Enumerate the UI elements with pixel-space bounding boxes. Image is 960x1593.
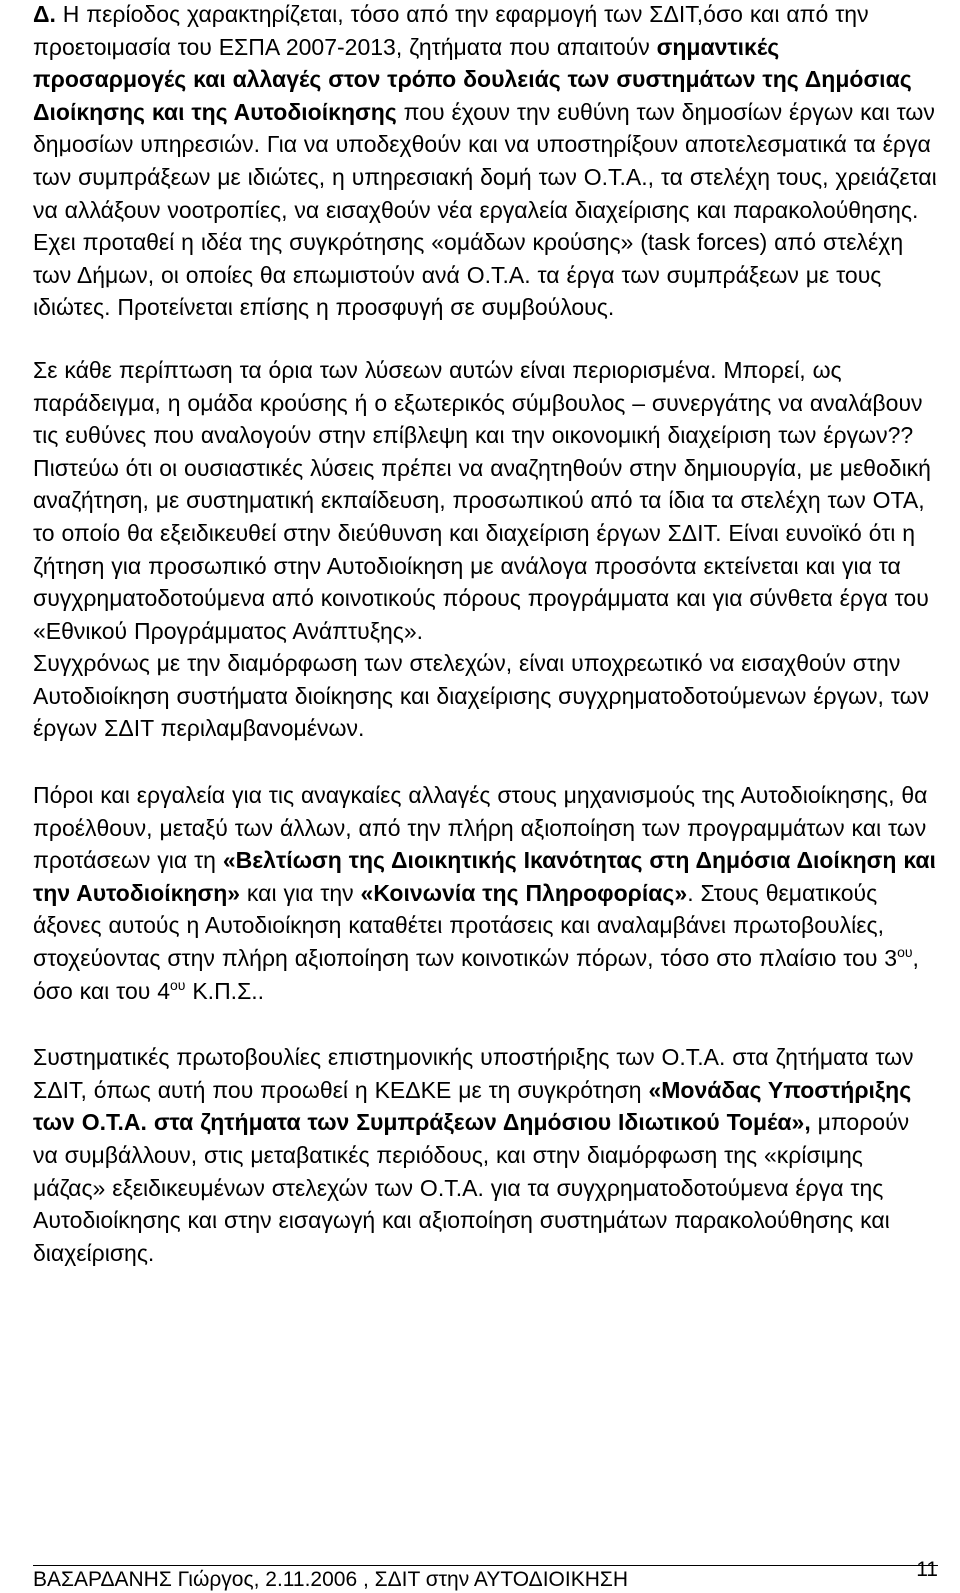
- bold-span: και της: [144, 98, 234, 125]
- bold-span: «Κοινωνία της Πληροφορίας»: [360, 879, 688, 906]
- page-footer: [33, 1558, 938, 1592]
- text-span: , όσο και του 4: [33, 945, 919, 1004]
- paragraph-1: [33, 0, 938, 324]
- text-span: Πόροι και εργαλεία για τις αναγκαίες αλλαγές στους μηχανισμούς της Αυτοδιοίκησης, θα προέλθουν, μεταξύ των άλλων, από την πλήρη αξιοποίηση των προγραμμάτων και των προτάσεων για τη: [33, 782, 928, 874]
- text-span: Η περίοδος χαρακτηρίζεται, τόσο από την εφαρμογή των ΣΔΙΤ,όσο και από την προετοιμασία του ΕΣΠΑ 2007-2013, ζητήματα που απαιτούν: [33, 1, 869, 60]
- paragraph-gap: [33, 324, 938, 354]
- paragraph-5: [33, 779, 938, 1007]
- text-span: Σε κάθε περίπτωση τα όρια των λύσεων αυτών είναι περιορισμένα. Μπορεί, ως παράδειγμα, η ομάδα κρούσης ή ο εξωτερικός σύμβουλος – συνεργάτης να αναλάβουν τις ευθύνες που αναλογούν στην επίβλεψη και την οικονομική διαχείριση των έργων??: [33, 356, 923, 449]
- paragraph-2: [33, 354, 938, 452]
- bold-span: Δημόσιας Διοίκησης: [33, 66, 912, 125]
- bold-span: Αυτοδιοίκησης: [233, 98, 397, 125]
- text-span: Πιστεύω ότι οι ουσιαστικές λύσεις πρέπει να αναζητηθούν στην δημιουργία, με μεθοδική αναζήτηση, με συστηματική εκπαίδευση, προσωπικού από τα ίδια τα στελέχη των ΟΤΑ, το οποίο θα εξειδικευθεί στην διεύθυνση και διαχείριση έργων ΣΔΙΤ. Είναι ευνοϊκό ότι η ζήτηση για προσωπικό στην Αυτοδιοίκηση με ανάλογα προσόντα εκτείνεται και για τα συγχρηματοδοτούμενα από κοινοτικούς πόρους προγράμματα και για σύνθετα έργα του «Εθνικού Προγράμματος Ανάπτυξης».: [33, 454, 931, 644]
- paragraph-gap: [33, 1007, 938, 1041]
- text-span: μπορούν να συμβάλλουν, στις μεταβατικές περιόδους, και στην διαμόρφωση της «κρίσιμης μάζας» εξειδικευμένων στελεχών των Ο.Τ.Α. για τα συγχρηματοδοτούμενα έργα της Αυτοδιοίκησης και στην εισαγωγή και αξιοποίηση συστημάτων παρακολούθησης και διαχείρισης.: [33, 1109, 910, 1266]
- text-span: Συγχρόνως με την διαμόρφωση των στελεχών, είναι υποχρεωτικό να εισαχθούν στην Αυτοδιοίκηση συστήματα διοίκησης και διαχείρισης συγχρηματοδοτούμενων έργων, των έργων ΣΔΙΤ περιλαμβανομένων.: [33, 650, 930, 742]
- text-span: . Στους θεματικούς άξονες αυτούς η Αυτοδιοίκηση καταθέτει προτάσεις και αναλαμβάνει πρωτοβουλίες, στοχεύοντας στην πλήρη αξιοποίηση των κοινοτικών πόρων, τόσο στο πλαίσιο του 3: [33, 879, 898, 972]
- bold-span: «Μονάδας Υποστήριξης των Ο.Τ.Α. στα ζητήματα των Συμπράξεων Δημόσιου Ιδιωτικού Τομέα»,: [33, 1076, 912, 1136]
- text-span: που έχουν την ευθύνη των δημοσίων έργων και των δημοσίων υπηρεσιών. Για να υποδεχθούν και να υποστηρίξουν αποτελεσματικά τα έργα των συμπράξεων με ιδιώτες, η υπηρεσιακή δομή των Ο.Τ.Α., τα στελέχη τους, χρειάζεται να αλλάξουν νοοτροπίες, να εισαχθούν νέα εργαλεία διαχείρισης και παρακολούθησης. Εχει προταθεί η ιδέα της συγκρότησης «ομάδων κρούσης» (task forces) από στελέχη των Δήμων, οι οποίες θα επωμιστούν ανά Ο.Τ.Α. τα έργα των συμπράξεων με τους ιδιώτες. Προτείνεται επίσης η προσφυγή σε συμβούλους.: [33, 98, 937, 321]
- footer-text: ΒΑΣΑΡΔΑΝΗΣ Γιώργος, 2.11.2006 , ΣΔΙΤ στην ΑΥΤΟΔΙΟΙΚΗΣΗ: [33, 1568, 629, 1591]
- text-span: και για την: [240, 879, 361, 906]
- paragraph-6: [33, 1041, 938, 1269]
- page-number: 11: [916, 1558, 938, 1581]
- bold-span: σημαντικές προσαρμογές και αλλαγές στον τρόπο δουλειάς των συστημάτων της: [33, 33, 805, 93]
- section-marker: Δ.: [33, 1, 56, 27]
- paragraph-4: [33, 647, 938, 745]
- paragraph-3: [33, 452, 938, 648]
- bold-span: «Βελτίωση της Διοικητικής Ικανότητας στη Δημόσια Διοίκηση και την Αυτοδιοίκηση»: [33, 847, 936, 906]
- superscript: ου: [170, 976, 186, 993]
- superscript: ου: [897, 944, 913, 961]
- document-page: [33, 0, 938, 1269]
- footer-divider: [33, 1565, 938, 1566]
- text-span: Συστηματικές πρωτοβουλίες επιστημονικής υποστήριξης των Ο.Τ.Α. στα ζητήματα των ΣΔΙΤ, όπως αυτή που προωθεί η ΚΕΔΚΕ με τη συγκρότηση: [33, 1044, 914, 1103]
- paragraph-gap: [33, 745, 938, 779]
- text-span: Κ.Π.Σ..: [185, 977, 265, 1004]
